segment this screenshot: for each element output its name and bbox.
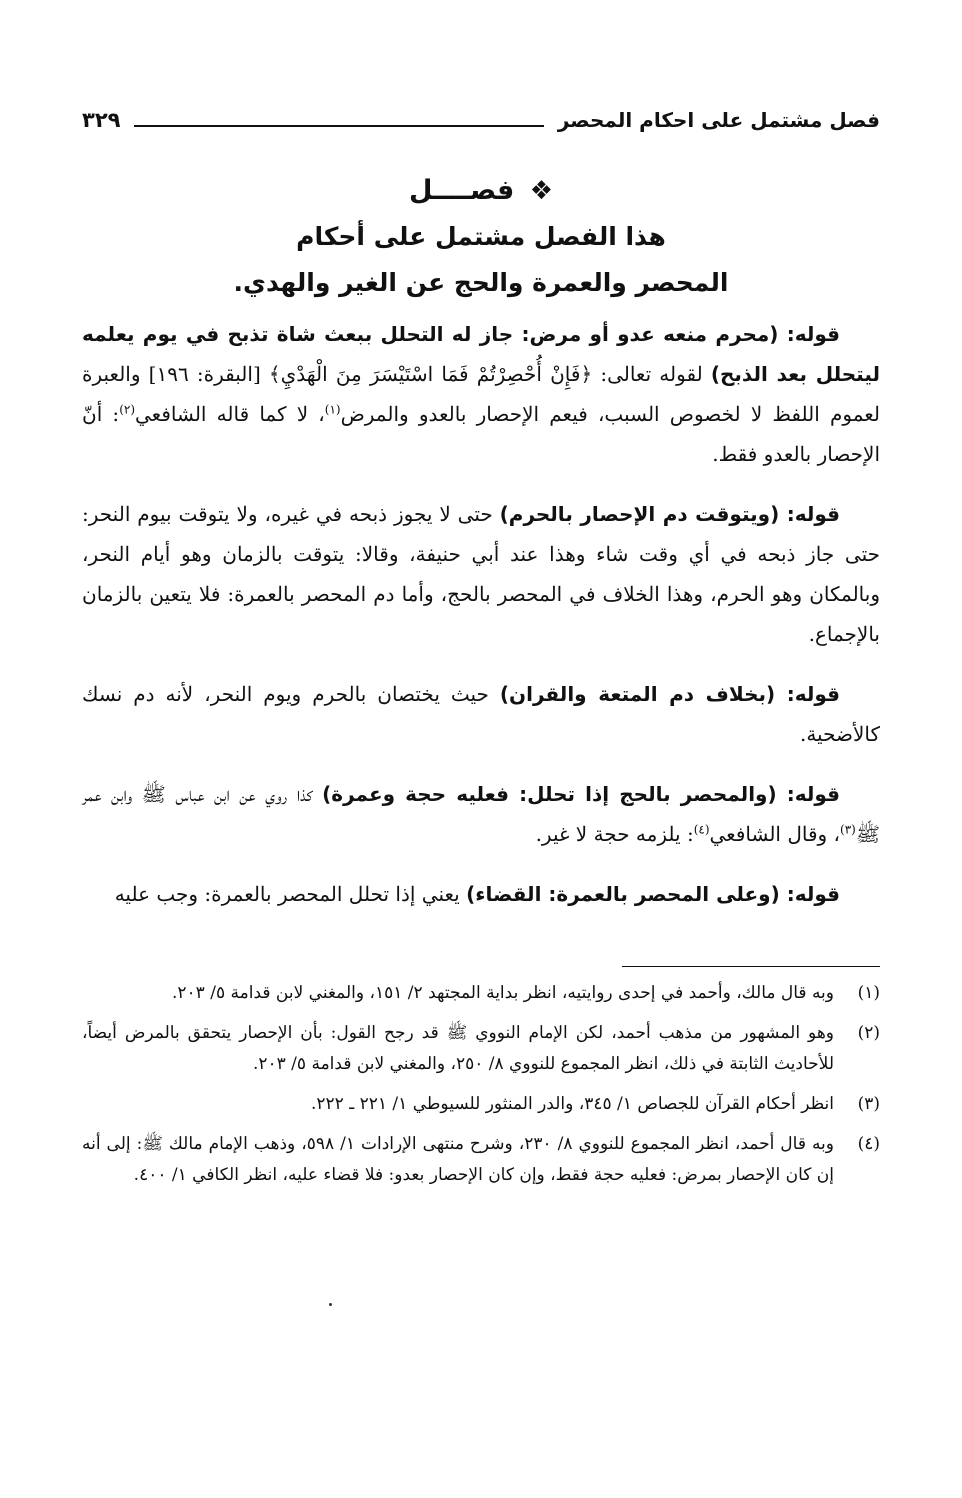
header-rule: [134, 125, 543, 127]
commentary-text: حيث يختصان بالحرم ويوم النحر، لأنه دم نسك كالأضحية.: [82, 682, 880, 746]
footnote-text: وبه قال أحمد، انظر المجموع للنووي ٨/ ٢٣٠، وشرح منتهى الإرادات ١/ ٥٩٨، وذهب الإمام مالك ﷺ: إلى أنه إن كان الإحصار بمرض: فعليه حجة فقط، وإن كان الإحصار بعدو: فلا قضاء عليه، انظر الكافي ١/ ٤٠٠.: [82, 1134, 835, 1185]
footnote-number: (١): [857, 983, 880, 1003]
footnote-ref[interactable]: (٤): [693, 822, 710, 837]
paragraph-3: [82, 674, 880, 754]
keyword-qawluhu: قوله:: [786, 782, 840, 806]
chapter-heading: [82, 168, 880, 306]
commentary-text: لقوله تعالى: ﴿فَإِنْ أُحْصِرْتُمْ فَمَا اسْتَيْسَرَ مِنَ الْهَدْيِ﴾ [البقرة: ١٩٦] والعبرة لعموم اللفظ لا لخصوص السبب، فيعم الإحصار بالعدو والمرض: [82, 362, 881, 426]
scan-speck: [329, 1303, 332, 1306]
footnotes: [82, 978, 880, 1200]
footnote-text: انظر أحكام القرآن للجصاص ١/ ٣٤٥، والدر المنثور للسيوطي ١/ ٢٢١ ـ ٢٢٢.: [311, 1094, 834, 1114]
heading-line-1: هذا الفصل مشتمل على أحكام: [296, 222, 666, 251]
commentary-text: حتى لا يجوز ذبحه في غيره، ولا يتوقت بيوم النحر: حتى جاز ذبحه في أي وقت شاء وهذا عند أبي حنيفة، وقالا: يتوقت بالزمان وهو أيام النحر، وبالمكان وهو الحرم، وهذا الخلاف في المحصر بالحج، وأما دم المحصر بالعمرة: فلا يتعين بالزمان بالإجماع.: [82, 502, 880, 646]
footnote-number: (٢): [857, 1023, 880, 1043]
body-text: [82, 314, 880, 934]
section-label: [82, 168, 880, 214]
quoted-matn: (محرم منعه عدو أو مرض: جاز له التحلل ببعث شاة تذبح في يوم يعلمه ليتحلل بعد الذبح): [82, 322, 880, 386]
section-label-text: فصــــل: [408, 175, 515, 206]
running-header: [82, 103, 880, 137]
paragraph-4: [82, 774, 880, 854]
keyword-qawluhu: قوله:: [786, 502, 840, 526]
footnote-number: (٤): [857, 1134, 880, 1154]
footnote-item: [82, 1089, 880, 1120]
commentary-text: : يلزمه حجة لا غير.: [535, 822, 694, 846]
paragraph-1: [82, 314, 880, 474]
footnote-item: [82, 1018, 880, 1080]
keyword-qawluhu: قوله:: [786, 322, 840, 346]
footnote-number: (٣): [857, 1094, 880, 1114]
heading-line-2: المحصر والعمرة والحج عن الغير والهدي.: [233, 268, 729, 297]
quoted-matn: (بخلاف دم المتعة والقران): [499, 682, 787, 706]
footnote-item: [82, 1129, 880, 1191]
footnote-separator: [622, 966, 880, 967]
footnote-text: وهو المشهور من مذهب أحمد، لكن الإمام النووي ﷺ قد رجح القول: بأن الإحصار يتحقق بالمرض أيضاً، للأحاديث الثابتة في ذلك، انظر المجموع للنووي ٨/ ٢٥٠، والمغني لابن قدامة ٥/ ٢٠٣.: [82, 1023, 834, 1074]
footnote-item: [82, 978, 880, 1009]
keyword-qawluhu: قوله:: [786, 682, 841, 706]
commentary-text: ، لا كما قاله الشافعي: [135, 402, 325, 426]
keyword-qawluhu: قوله:: [786, 882, 840, 906]
commentary-text: يعني إذا تحلل المحصر بالعمرة: وجب عليه: [114, 882, 467, 906]
quoted-matn: (والمحصر بالحج إذا تحلل: فعليه حجة وعمرة): [322, 782, 787, 806]
footnote-text: وبه قال مالك، وأحمد في إحدى روايتيه، انظر بداية المجتهد ٢/ ١٥١، والمغني لابن قدامة ٥/ ٢٠٣.: [172, 983, 834, 1003]
commentary-text: كذا روي عن ابن عباس ﷺ وابن عمر ﷺ: [82, 782, 880, 846]
quoted-matn: (ويتوقت دم الإحصار بالحرم): [499, 502, 787, 526]
commentary-text: ، وقال الشافعي: [709, 822, 840, 846]
ornament-icon: ❖: [529, 176, 554, 206]
paragraph-2: [82, 494, 880, 654]
footnote-ref[interactable]: (١): [324, 402, 341, 417]
commentary-text: : أنّ الإحصار بالعدو فقط.: [82, 402, 880, 466]
running-header-title: فصل مشتمل على احكام المحصر: [557, 108, 880, 132]
footnote-ref[interactable]: (٢): [119, 402, 136, 417]
footnote-ref[interactable]: (٣): [840, 822, 856, 837]
page-number: ٣٢٩: [82, 108, 121, 132]
quoted-matn: (وعلى المحصر بالعمرة: القضاء): [466, 882, 787, 906]
paragraph-5: [82, 874, 880, 914]
